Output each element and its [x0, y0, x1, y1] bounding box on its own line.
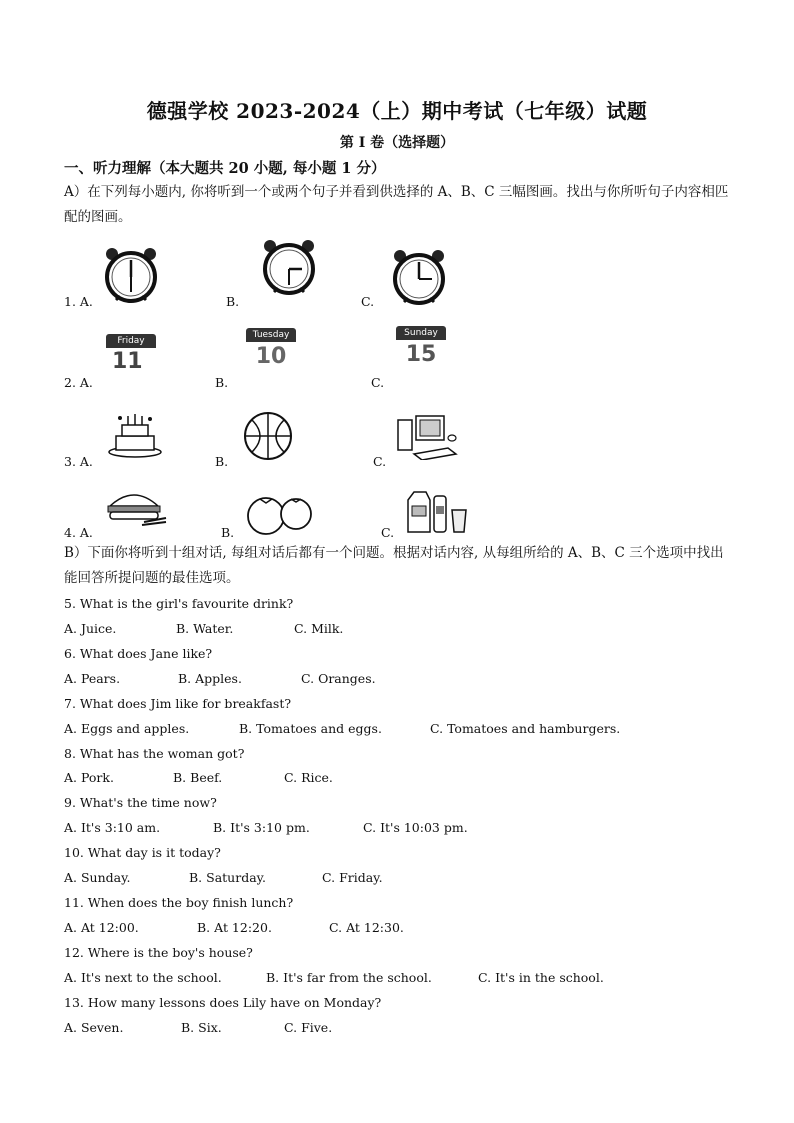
question-9: 9. What's the time now?	[64, 795, 217, 810]
question-6: 6. What does Jane like?	[64, 646, 213, 661]
q12-option-a: A. It's next to the school.	[64, 970, 222, 985]
computer-icon	[396, 414, 458, 460]
q7-option-c: C. Tomatoes and hamburgers.	[430, 721, 621, 736]
q11-option-a: A. At 12:00.	[64, 920, 139, 935]
question-10: 10. What day is it today?	[64, 845, 221, 860]
section-heading: 一、听力理解（本大题共 20 小题, 每小题 1 分）	[64, 160, 386, 177]
part-b-instructions: B）下面你将听到十组对话, 每组对话后都有一个问题。根据对话内容, 从每组所给的 A、B、C 三个选项中找出能回答所提问题的最佳选项。	[64, 545, 724, 586]
q12-option-b: B. It's far from the school.	[266, 970, 432, 985]
q7-option-b: B. Tomatoes and eggs.	[239, 721, 382, 736]
q9-option-b: B. It's 3:10 pm.	[213, 820, 310, 835]
question-11: 11. When does the boy finish lunch?	[64, 895, 294, 910]
q3-label-c: C.	[373, 454, 387, 469]
q4-label-c: C.	[381, 525, 395, 540]
hamburger-icon	[104, 484, 168, 528]
part-a-instructions: A）在下列每小题内, 你将听到一个或两个句子并看到供选择的 A、B、C 三幅图画。找出与你所听句子内容相匹配的图画。	[64, 184, 729, 225]
q13-option-b: B. Six.	[181, 1020, 222, 1035]
birthday-cake-icon	[106, 410, 164, 458]
alarm-clock-icon	[388, 248, 450, 306]
q5-option-a: A. Juice.	[64, 621, 117, 636]
alarm-clock-icon	[100, 246, 162, 304]
tomatoes-icon	[244, 494, 316, 536]
q10-option-a: A. Sunday.	[64, 870, 131, 885]
q12-option-c: C. It's in the school.	[478, 970, 604, 985]
q1-label-b: B.	[226, 294, 240, 309]
q5-option-c: C. Milk.	[294, 621, 344, 636]
q13-option-a: A. Seven.	[64, 1020, 124, 1035]
alarm-clock-icon	[258, 238, 320, 296]
question-12: 12. Where is the boy's house?	[64, 945, 253, 960]
q8-option-c: C. Rice.	[284, 770, 333, 785]
q2-label-b: B.	[215, 375, 229, 390]
q13-option-c: C. Five.	[284, 1020, 333, 1035]
q6-option-c: C. Oranges.	[301, 671, 376, 686]
q2-label-c: C.	[371, 375, 385, 390]
q10-option-b: B. Saturday.	[189, 870, 267, 885]
q5-option-b: B. Water.	[176, 621, 234, 636]
q9-option-a: A. It's 3:10 am.	[64, 820, 161, 835]
q1-label-c: C.	[361, 294, 375, 309]
question-5: 5. What is the girl's favourite drink?	[64, 596, 294, 611]
q2-label-a: 2. A.	[64, 375, 93, 390]
q1-label-a: 1. A.	[64, 294, 93, 309]
q8-option-b: B. Beef.	[173, 770, 223, 785]
milk-and-drinks-icon	[404, 488, 470, 534]
q4-label-a: 4. A.	[64, 525, 93, 540]
q10-option-c: C. Friday.	[322, 870, 383, 885]
q11-option-b: B. At 12:20.	[197, 920, 272, 935]
question-8: 8. What has the woman got?	[64, 746, 245, 761]
calendar-icon: Sunday 15	[396, 326, 446, 372]
q9-option-c: C. It's 10:03 pm.	[363, 820, 468, 835]
question-13: 13. How many lessons does Lily have on Monday?	[64, 995, 382, 1010]
q3-label-b: B.	[215, 454, 229, 469]
calendar-icon: Friday 11	[106, 334, 156, 378]
q3-label-a: 3. A.	[64, 454, 93, 469]
q11-option-c: C. At 12:30.	[329, 920, 404, 935]
q8-option-a: A. Pork.	[64, 770, 114, 785]
q4-label-b: B.	[221, 525, 235, 540]
q7-option-a: A. Eggs and apples.	[64, 721, 190, 736]
volume-title: 第 I 卷（选择题）	[339, 135, 455, 151]
q6-option-a: A. Pears.	[64, 671, 121, 686]
question-7: 7. What does Jim like for breakfast?	[64, 696, 292, 711]
exam-title: 德强学校 2023-2024（上）期中考试（七年级）试题	[146, 99, 648, 123]
basketball-icon	[242, 410, 294, 462]
q6-option-b: B. Apples.	[178, 671, 242, 686]
calendar-icon: Tuesday 10	[246, 328, 296, 374]
